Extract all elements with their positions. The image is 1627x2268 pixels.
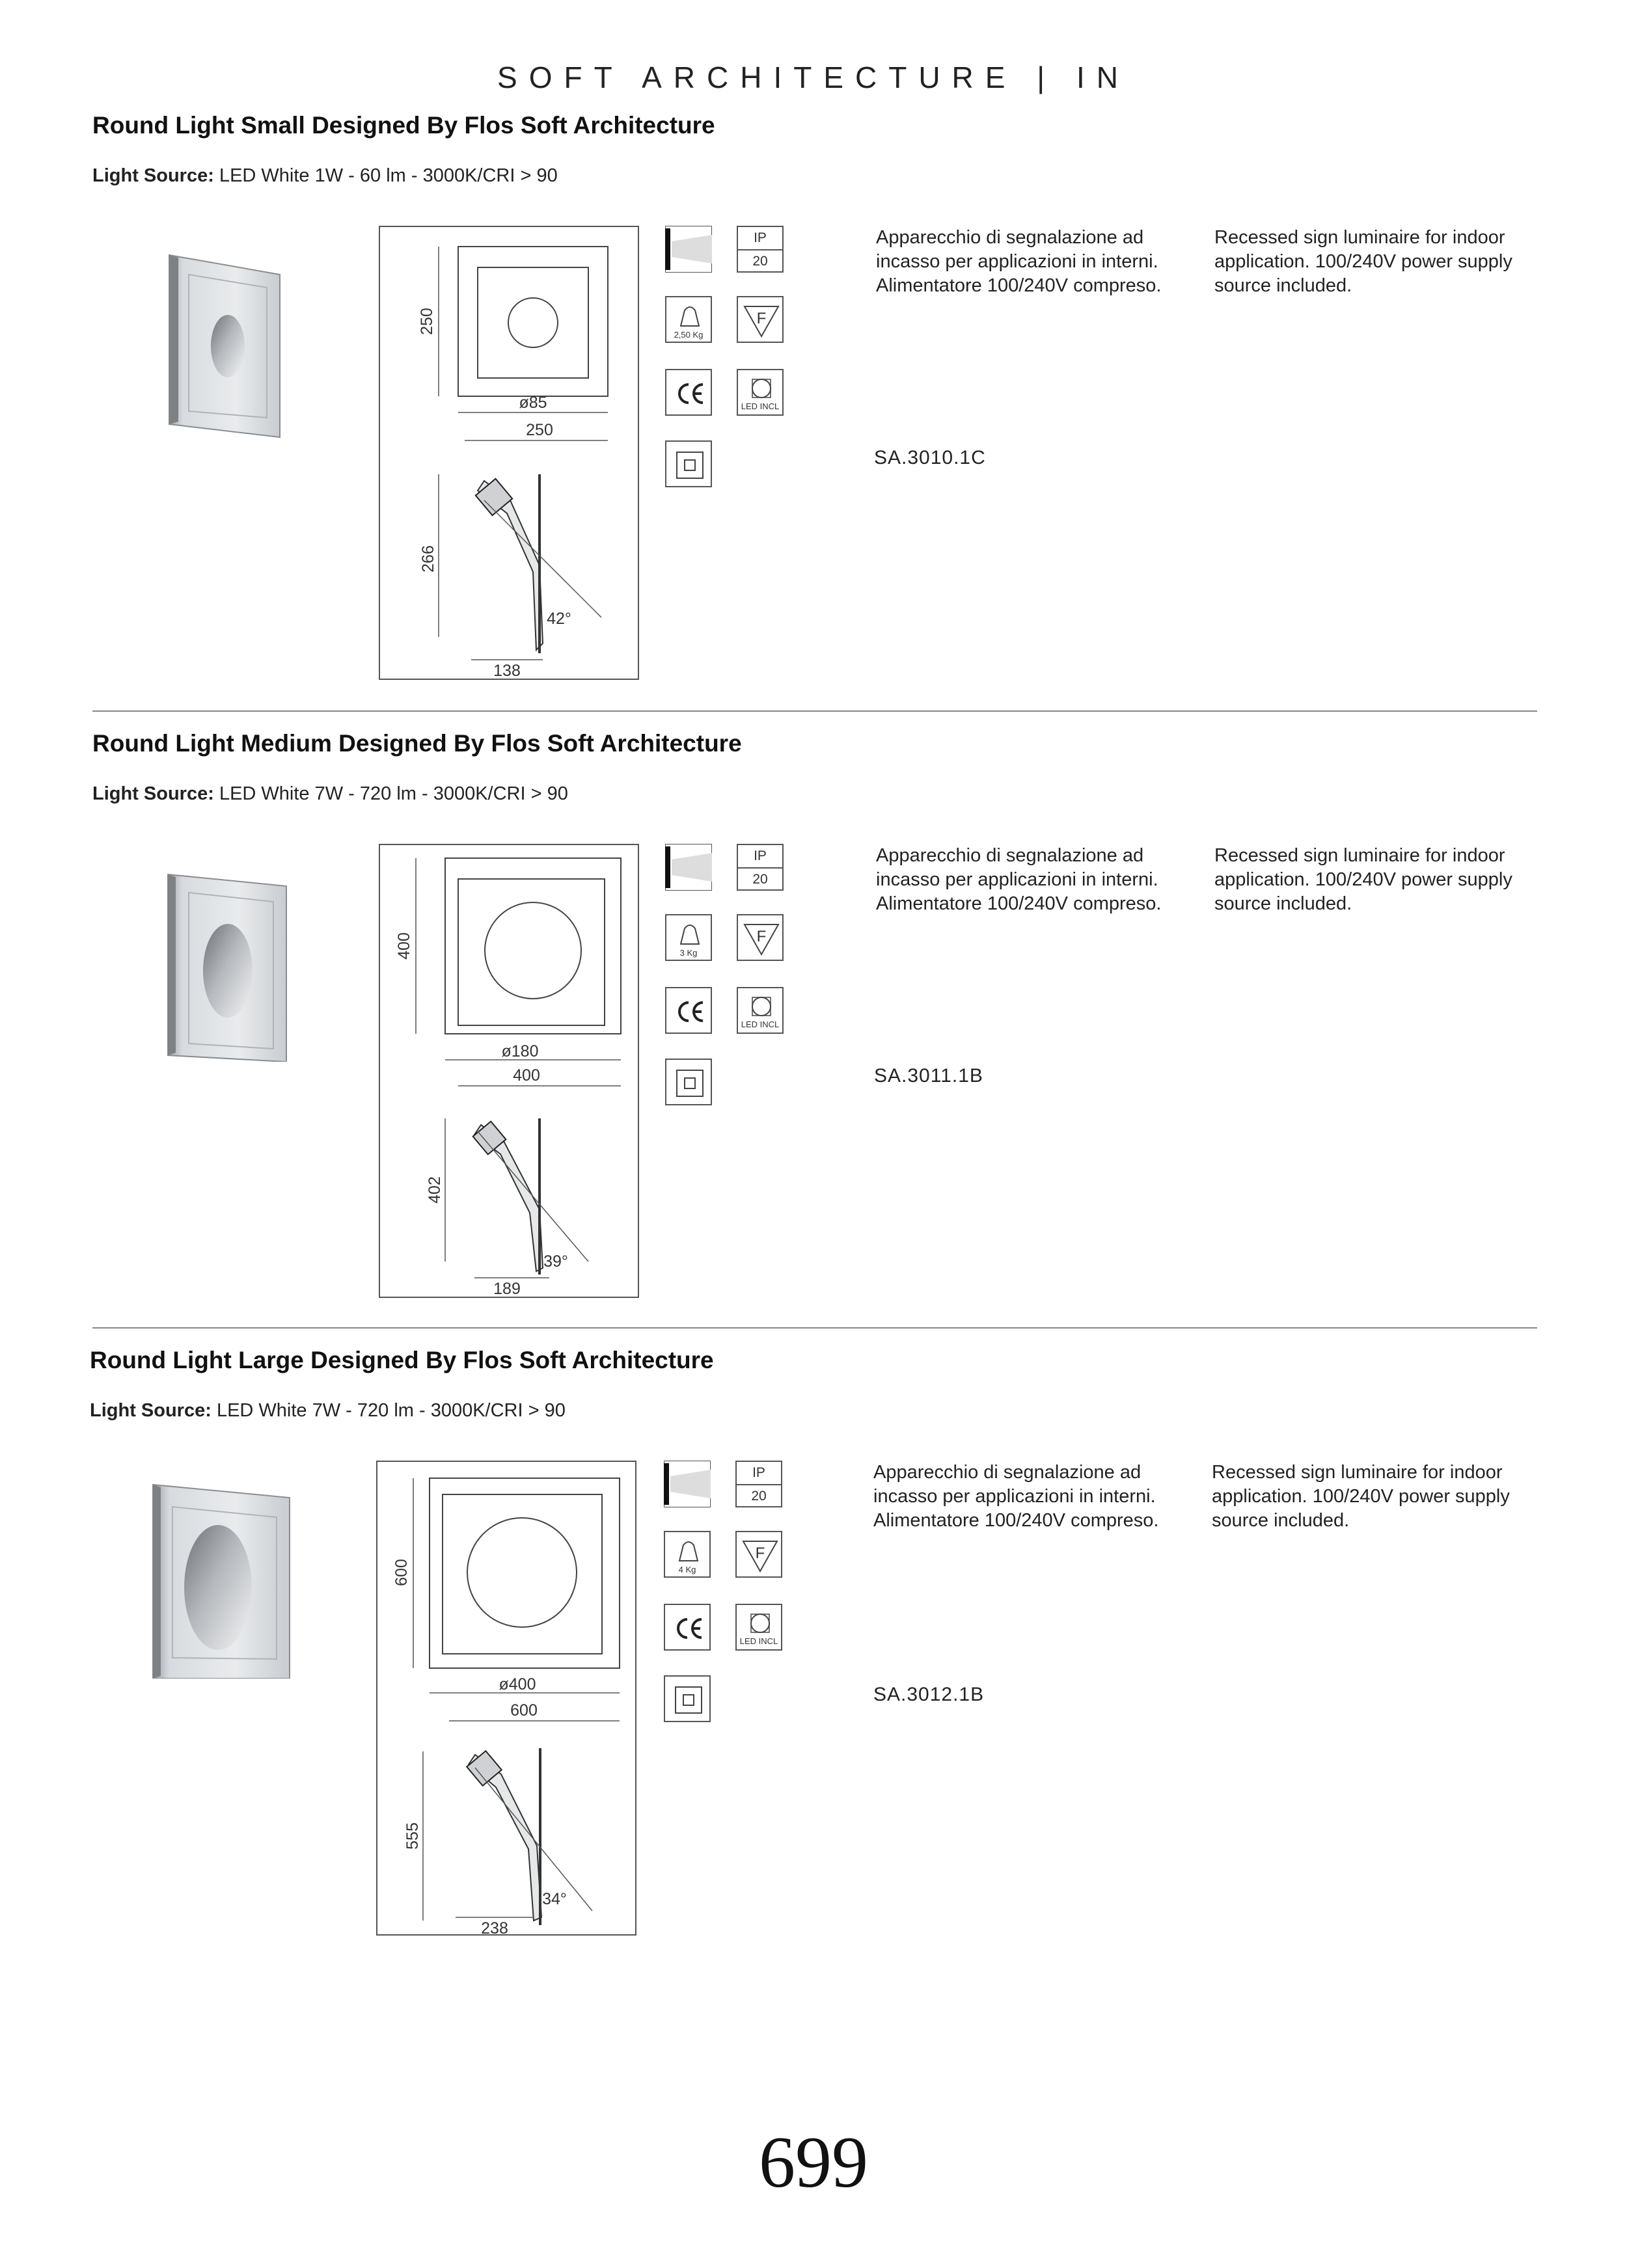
led-included-icon [737,987,784,1034]
product-title: Round Light Medium Designed By Flos Soft Architecture [92,730,742,757]
ip-label: IP [738,227,782,250]
front-view-opening [467,1518,577,1627]
ce-mark-icon [664,1604,711,1651]
led-included-icon [735,1604,782,1651]
light-source-label: Light Source: [90,1400,212,1421]
product-section-large [0,1347,1627,1965]
weight-value: 3 Kg [679,948,698,958]
technical-drawing-svg [380,227,640,681]
dim-diameter: ø400 [499,1675,536,1694]
product-code: SA.3011.1B [874,1065,983,1087]
led-included-label: LED INCL [741,1019,780,1029]
dim-angle: 39° [543,1252,568,1271]
technical-drawing-svg [377,1462,638,1937]
recessed-icon [664,1461,711,1507]
recessed-icon [665,226,712,273]
front-view-opening [508,298,558,347]
dim-depth-height: 402 [426,1176,444,1204]
dim-depth-height: 555 [403,1822,422,1850]
dim-depth: 238 [481,1919,508,1937]
product-code: SA.3012.1B [873,1684,985,1705]
description-english: Recessed sign luminaire for indoor application. 100/240V power supply source included. [1214,845,1512,914]
spec-icons [665,844,789,1117]
led-included-label: LED INCL [739,1636,778,1646]
recessed-frame-icon [664,1675,711,1722]
recessed-icon [665,844,712,891]
f-mark-icon [737,296,784,343]
technical-drawing [379,226,639,680]
recessed-frame-icon [665,1059,712,1105]
ip-value: 20 [752,872,768,887]
page-header-title: SOFT ARCHITECTURE | IN [497,61,1130,94]
light-source-value: LED White 7W - 720 lm - 3000K/CRI > 90 [219,783,568,804]
product-code: SA.3010.1C [874,447,986,468]
recessed-frame-icon [665,440,712,487]
description-italian: Apparecchio di segnalazione ad incasso per applicazioni in interni. Alimentatore 100/240V compreso. [876,227,1162,296]
light-source-value: LED White 7W - 720 lm - 3000K/CRI > 90 [216,1400,566,1421]
ip-rating-icon [737,226,784,273]
product-title: Round Light Small Designed By Flos Soft Architecture [92,112,715,139]
technical-drawing [376,1461,636,1936]
weight-value: 4 Kg [678,1565,696,1574]
ip-value: 20 [751,1489,767,1504]
ip-rating-icon [735,1461,782,1507]
f-mark-label: F [756,928,767,945]
dim-diameter: ø85 [519,394,547,412]
f-mark-icon [735,1531,782,1578]
ip-value: 20 [752,254,768,269]
weight-value: 2,50 Kg [674,330,704,340]
description-italian: Apparecchio di segnalazione ad incasso per applicazioni in interni. Alimentatore 100/240V compreso. [876,845,1162,914]
led-included-icon [737,369,784,416]
dim-depth-height: 266 [419,545,437,573]
dim-width: 250 [526,421,553,439]
product-section-medium [0,730,1627,1348]
description-english: Recessed sign luminaire for indoor application. 100/240V power supply source included. [1212,1462,1510,1531]
product-photo [143,1483,306,1679]
ip-rating-icon [737,844,784,891]
product-section-small [0,112,1627,730]
f-mark-icon [737,914,784,961]
dim-width: 600 [510,1701,538,1720]
light-source-label: Light Source: [92,783,214,804]
ip-label: IP [737,1462,781,1485]
light-source [90,1400,566,1422]
dim-width: 400 [513,1066,540,1085]
ce-mark-icon [665,369,712,416]
spec-icons [664,1461,787,1734]
section-divider [92,710,1537,712]
dim-height: 600 [392,1559,411,1586]
product-title: Round Light Large Designed By Flos Soft Architecture [90,1347,714,1373]
light-opening [184,1525,252,1650]
product-photo [150,249,306,444]
dim-depth: 189 [493,1280,521,1298]
description-italian: Apparecchio di segnalazione ad incasso per applicazioni in interni. Alimentatore 100/240V compreso. [873,1462,1159,1531]
ip-label: IP [738,845,782,869]
dim-angle: 42° [547,610,571,628]
product-photo [150,867,306,1062]
spec-icons [665,226,789,499]
technical-drawing [379,844,639,1298]
f-mark-label: F [755,1545,765,1562]
front-view-opening [485,902,581,999]
f-mark-label: F [756,310,767,327]
dim-height: 400 [395,932,413,960]
dim-height: 250 [418,308,436,335]
dim-diameter: ø180 [501,1042,539,1060]
light-source [92,783,568,805]
description-english: Recessed sign luminaire for indoor application. 100/240V power supply source included. [1214,227,1512,296]
dim-angle: 34° [542,1890,567,1908]
light-source-value: LED White 1W - 60 lm - 3000K/CRI > 90 [219,165,558,186]
technical-drawing-svg [380,845,640,1299]
page-number: 699 [759,2122,868,2203]
light-opening [211,315,245,377]
light-opening [203,924,253,1018]
led-included-label: LED INCL [741,401,780,411]
ce-mark-icon [665,987,712,1034]
light-source [92,165,558,187]
dim-depth: 138 [493,662,521,680]
light-source-label: Light Source: [92,165,214,186]
section-divider [92,1327,1537,1329]
